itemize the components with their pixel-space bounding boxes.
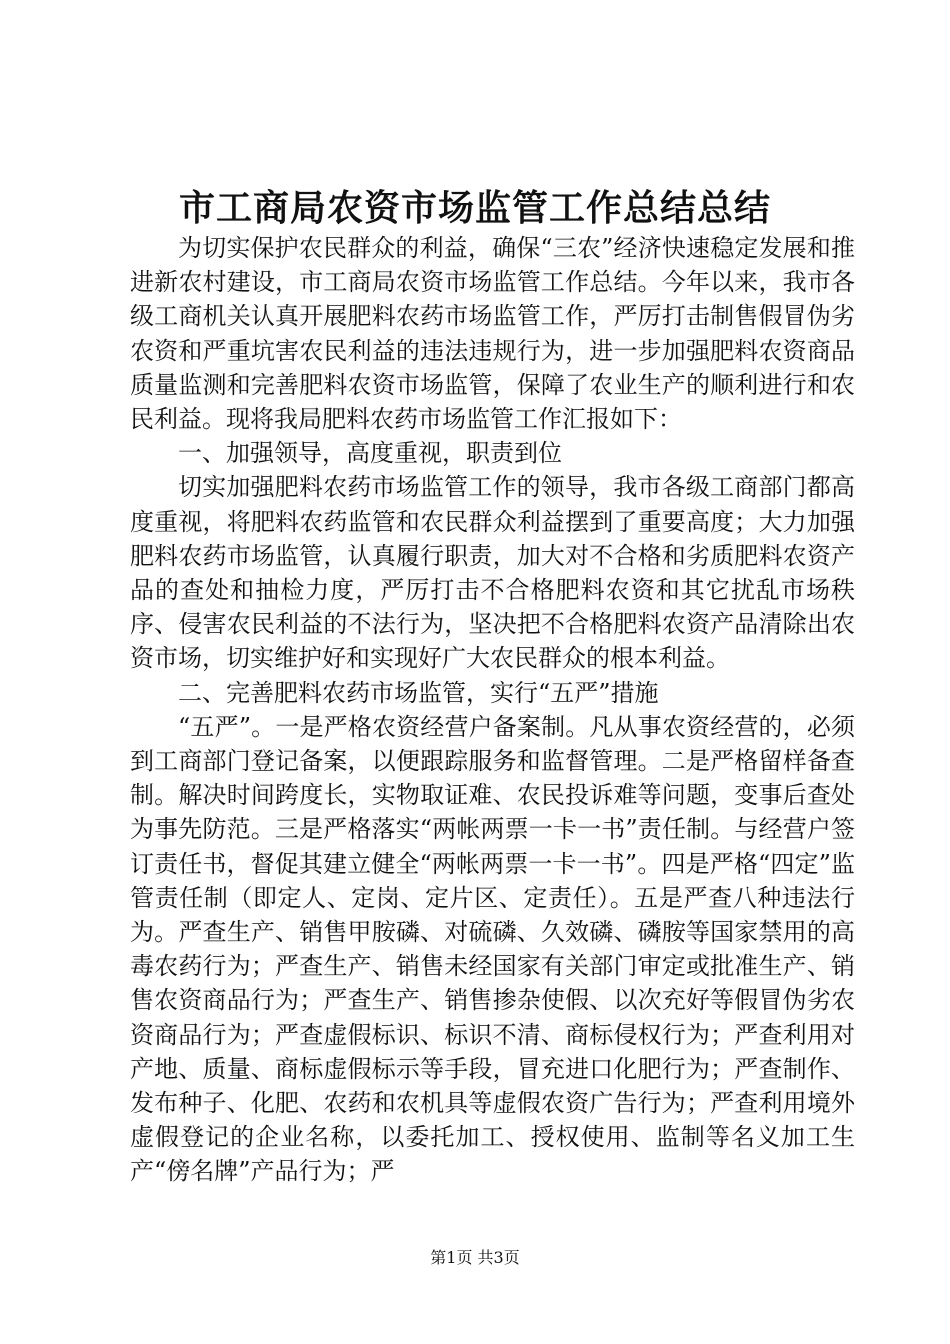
document-body	[130, 231, 855, 1189]
paragraph-section-1: 切实加强肥料农药市场监管工作的领导，我市各级工商部门都高度重视，将肥料农药监管和农民群众利益摆到了重要高度；大力加强肥料农药市场监管，认真履行职责，加大对不合格和劣质肥料农资产品的查处和抽检力度，严厉打击不合格肥料农资和其它扰乱市场秩序、侵害农民利益的不法行为，坚决把不合格肥料农资产品清除出农资市场，切实维护好和实现好广大农民群众的根本利益。	[130, 473, 855, 673]
document-title: 市工商局农资市场监管工作总结总结	[178, 187, 771, 229]
paragraph-section-2: “五严”。一是严格农资经营户备案制。凡从事农资经营的，必须到工商部门登记备案，以便跟踪服务和监督管理。二是严格留样备查制。解决时间跨度长，实物取证难、农民投诉难等问题，变事后查处为事先防范。三是严格落实“两帐两票一卡一书”责任制。与经营户签订责任书，督促其建立健全“两帐两票一卡一书”。四是严格“四定”监管责任制（即定人、定岗、定片区、定责任）。五是严查八种违法行为。严查生产、销售甲胺磷、对硫磷、久效磷、磷胺等国家禁用的高毒农药行为；严查生产、销售未经国家有关部门审定或批准生产、销售农资商品行为；严查生产、销售掺杂使假、以次充好等假冒伪劣农资商品行为；严查虚假标识、标识不清、商标侵权行为；严查利用对产地、质量、商标虚假标示等手段，冒充进口化肥行为；严查制作、发布种子、化肥、农药和农机具等虚假农资广告行为；严查利用境外虚假登记的企业名称，以委托加工、授权使用、监制等名义加工生产“傍名牌”产品行为；严	[130, 712, 855, 1186]
page-footer: 第1页 共3页	[430, 1248, 520, 1267]
section-heading-2: 二、完善肥料农药市场监管，实行“五严”措施	[178, 678, 659, 707]
section-heading-1: 一、加强领导，高度重视，职责到位	[178, 439, 562, 468]
paragraph-intro: 为切实保护农民群众的利益，确保“三农”经济快速稳定发展和推进新农村建设，市工商局农资市场监管工作总结。今年以来，我市各级工商机关认真开展肥料农药市场监管工作，严厉打击制售假冒伪劣农资和严重坑害农民利益的违法违规行为，进一步加强肥料农资商品质量监测和完善肥料农资市场监管，保障了农业生产的顺利进行和农民利益。现将我局肥料农药市场监管工作汇报如下：	[130, 234, 855, 434]
